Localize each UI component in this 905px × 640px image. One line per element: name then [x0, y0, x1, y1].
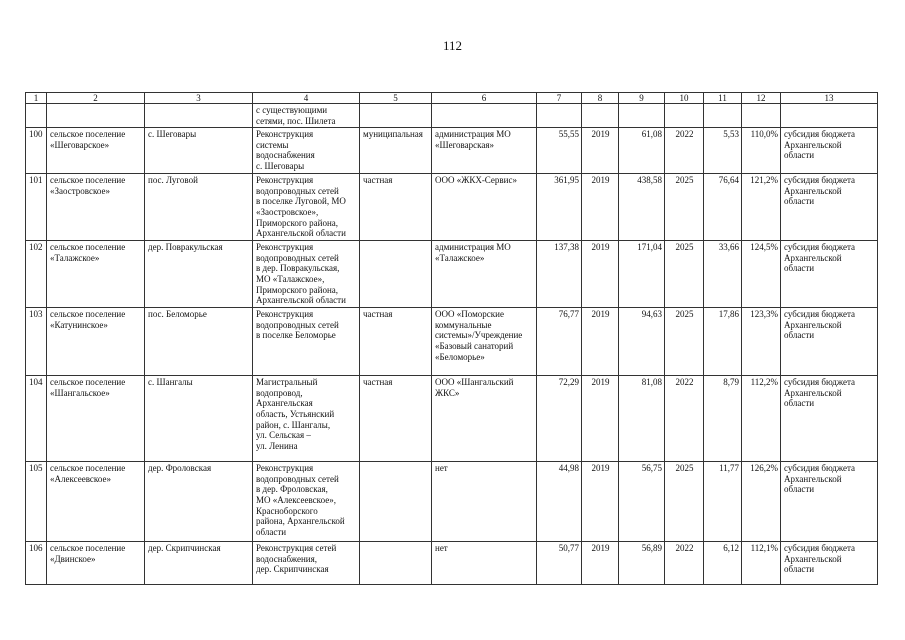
table-cell: 112,1% — [742, 542, 781, 585]
table-cell — [360, 241, 432, 308]
objects-table — [25, 92, 878, 585]
table-cell — [432, 104, 537, 128]
table-cell: 2022 — [665, 128, 704, 174]
table-cell: 8,79 — [704, 376, 742, 462]
table-cell: администрация МО «Талажское» — [432, 241, 537, 308]
table-cell: дер. Скрипчинская — [145, 542, 253, 585]
table-cell: 2019 — [582, 542, 619, 585]
table-cell: частная — [360, 174, 432, 241]
table-row — [26, 128, 878, 174]
table-cell: 123,3% — [742, 308, 781, 376]
continuation-row — [26, 104, 878, 128]
table-cell: 124,5% — [742, 241, 781, 308]
table-cell: сельское поселение «Двинское» — [47, 542, 145, 585]
table-cell: сельское поселение «Заостровское» — [47, 174, 145, 241]
table-row — [26, 241, 878, 308]
table-cell: сельское поселение «Шангальское» — [47, 376, 145, 462]
table-cell: субсидия бюджета Архангельской области — [781, 462, 878, 542]
table-cell: администрация МО «Шеговарская» — [432, 128, 537, 174]
table-cell: субсидия бюджета Архангельской области — [781, 542, 878, 585]
table-cell: 100 — [26, 128, 47, 174]
table-cell: 2019 — [582, 462, 619, 542]
table-cell: с существующими сетями, пос. Шилета — [253, 104, 360, 128]
table-cell: сельское поселение «Шеговарское» — [47, 128, 145, 174]
table-row — [26, 462, 878, 542]
table-cell: 126,2% — [742, 462, 781, 542]
table-cell: ООО «ЖКХ-Сервис» — [432, 174, 537, 241]
table-cell: 102 — [26, 241, 47, 308]
table-cell: 5,53 — [704, 128, 742, 174]
table-cell: субсидия бюджета Архангельской области — [781, 128, 878, 174]
table-cell: субсидия бюджета Архангельской области — [781, 308, 878, 376]
table-cell: ООО «Поморские коммунальные системы»/Учреждение «Базовый санаторий «Беломорье» — [432, 308, 537, 376]
table-cell — [26, 104, 47, 128]
table-cell: Реконструкция водопроводных сетей в поселке Луговой, МО «Заостровское», Приморского района, Архангельской области — [253, 174, 360, 241]
table-cell: муниципальная — [360, 128, 432, 174]
column-header: 1 — [26, 93, 47, 104]
table-cell: 33,66 — [704, 241, 742, 308]
table-cell: 2019 — [582, 174, 619, 241]
table-cell: 112,2% — [742, 376, 781, 462]
table-cell — [742, 104, 781, 128]
table-cell: 171,04 — [619, 241, 665, 308]
table-cell: 6,12 — [704, 542, 742, 585]
table-cell: 2022 — [665, 542, 704, 585]
table-cell: нет — [432, 462, 537, 542]
table-cell: нет — [432, 542, 537, 585]
table-cell: 106 — [26, 542, 47, 585]
table-cell: 2019 — [582, 308, 619, 376]
column-header: 4 — [253, 93, 360, 104]
table-cell: 61,08 — [619, 128, 665, 174]
table-cell: 17,86 — [704, 308, 742, 376]
table-cell — [582, 104, 619, 128]
table-cell: 76,64 — [704, 174, 742, 241]
table-cell: 76,77 — [537, 308, 582, 376]
column-header: 12 — [742, 93, 781, 104]
table-cell: 94,63 — [619, 308, 665, 376]
table-cell: пос. Луговой — [145, 174, 253, 241]
table-cell — [704, 104, 742, 128]
table-cell: сельское поселение «Талажское» — [47, 241, 145, 308]
table-cell: 110,0% — [742, 128, 781, 174]
table-cell — [619, 104, 665, 128]
table-cell — [360, 542, 432, 585]
table-cell — [781, 104, 878, 128]
table-cell: 137,38 — [537, 241, 582, 308]
table-row — [26, 308, 878, 376]
table-cell: ООО «Шангальский ЖКС» — [432, 376, 537, 462]
table-cell: 50,77 — [537, 542, 582, 585]
table-cell: Реконструкция сетей водоснабжения, дер. Скрипчинская — [253, 542, 360, 585]
table-cell: Реконструкция водопроводных сетей в поселке Беломорье — [253, 308, 360, 376]
table-cell: Реконструкция водопроводных сетей в дер. Фроловская, МО «Алексеевское», Красноборского района, Архангельской области — [253, 462, 360, 542]
table-cell: дер. Повракульская — [145, 241, 253, 308]
table-cell: 101 — [26, 174, 47, 241]
table-cell: Реконструкция системы водоснабжения с. Шеговары — [253, 128, 360, 174]
table-row — [26, 376, 878, 462]
table-cell: 2025 — [665, 241, 704, 308]
table-cell — [47, 104, 145, 128]
table-cell: 2025 — [665, 174, 704, 241]
table-cell: субсидия бюджета Архангельской области — [781, 376, 878, 462]
table-cell — [665, 104, 704, 128]
table-cell: с. Шангалы — [145, 376, 253, 462]
table-cell — [537, 104, 582, 128]
table-row — [26, 542, 878, 585]
table-cell — [145, 104, 253, 128]
table-cell: Реконструкция водопроводных сетей в дер. Повракульская, МО «Талажское», Приморского района, Архангельской области — [253, 241, 360, 308]
table-cell — [360, 104, 432, 128]
column-header: 10 — [665, 93, 704, 104]
column-number-row — [26, 93, 878, 104]
table-cell: 55,55 — [537, 128, 582, 174]
table-cell: 361,95 — [537, 174, 582, 241]
column-header: 9 — [619, 93, 665, 104]
table-cell: 103 — [26, 308, 47, 376]
column-header: 11 — [704, 93, 742, 104]
table-cell: 44,98 — [537, 462, 582, 542]
table-cell: 2025 — [665, 462, 704, 542]
table-cell: 2022 — [665, 376, 704, 462]
column-header: 5 — [360, 93, 432, 104]
table-cell: 56,75 — [619, 462, 665, 542]
table-cell: Магистральный водопровод, Архангельская область, Устьянский район, с. Шангалы, ул. Сельская – ул. Ленина — [253, 376, 360, 462]
table-cell: с. Шеговары — [145, 128, 253, 174]
table-cell — [360, 462, 432, 542]
column-header: 13 — [781, 93, 878, 104]
table-cell: субсидия бюджета Архангельской области — [781, 241, 878, 308]
table-cell: 2025 — [665, 308, 704, 376]
table-cell: 2019 — [582, 241, 619, 308]
column-header: 3 — [145, 93, 253, 104]
page-number: 112 — [442, 38, 463, 53]
table-cell: 72,29 — [537, 376, 582, 462]
table-cell: 11,77 — [704, 462, 742, 542]
table-cell: 121,2% — [742, 174, 781, 241]
table-cell: частная — [360, 376, 432, 462]
table-cell: 105 — [26, 462, 47, 542]
column-header: 7 — [537, 93, 582, 104]
table-cell: частная — [360, 308, 432, 376]
table-cell: 438,58 — [619, 174, 665, 241]
table-cell: сельское поселение «Катунинское» — [47, 308, 145, 376]
column-header: 8 — [582, 93, 619, 104]
table-cell: пос. Беломорье — [145, 308, 253, 376]
column-header: 6 — [432, 93, 537, 104]
table-cell: сельское поселение «Алексеевское» — [47, 462, 145, 542]
table-cell: 2019 — [582, 128, 619, 174]
table-cell: 104 — [26, 376, 47, 462]
table-row — [26, 174, 878, 241]
column-header: 2 — [47, 93, 145, 104]
table-cell: субсидия бюджета Архангельской области — [781, 174, 878, 241]
table-cell: 2019 — [582, 376, 619, 462]
table-cell: дер. Фроловская — [145, 462, 253, 542]
table-cell: 56,89 — [619, 542, 665, 585]
table-cell: 81,08 — [619, 376, 665, 462]
